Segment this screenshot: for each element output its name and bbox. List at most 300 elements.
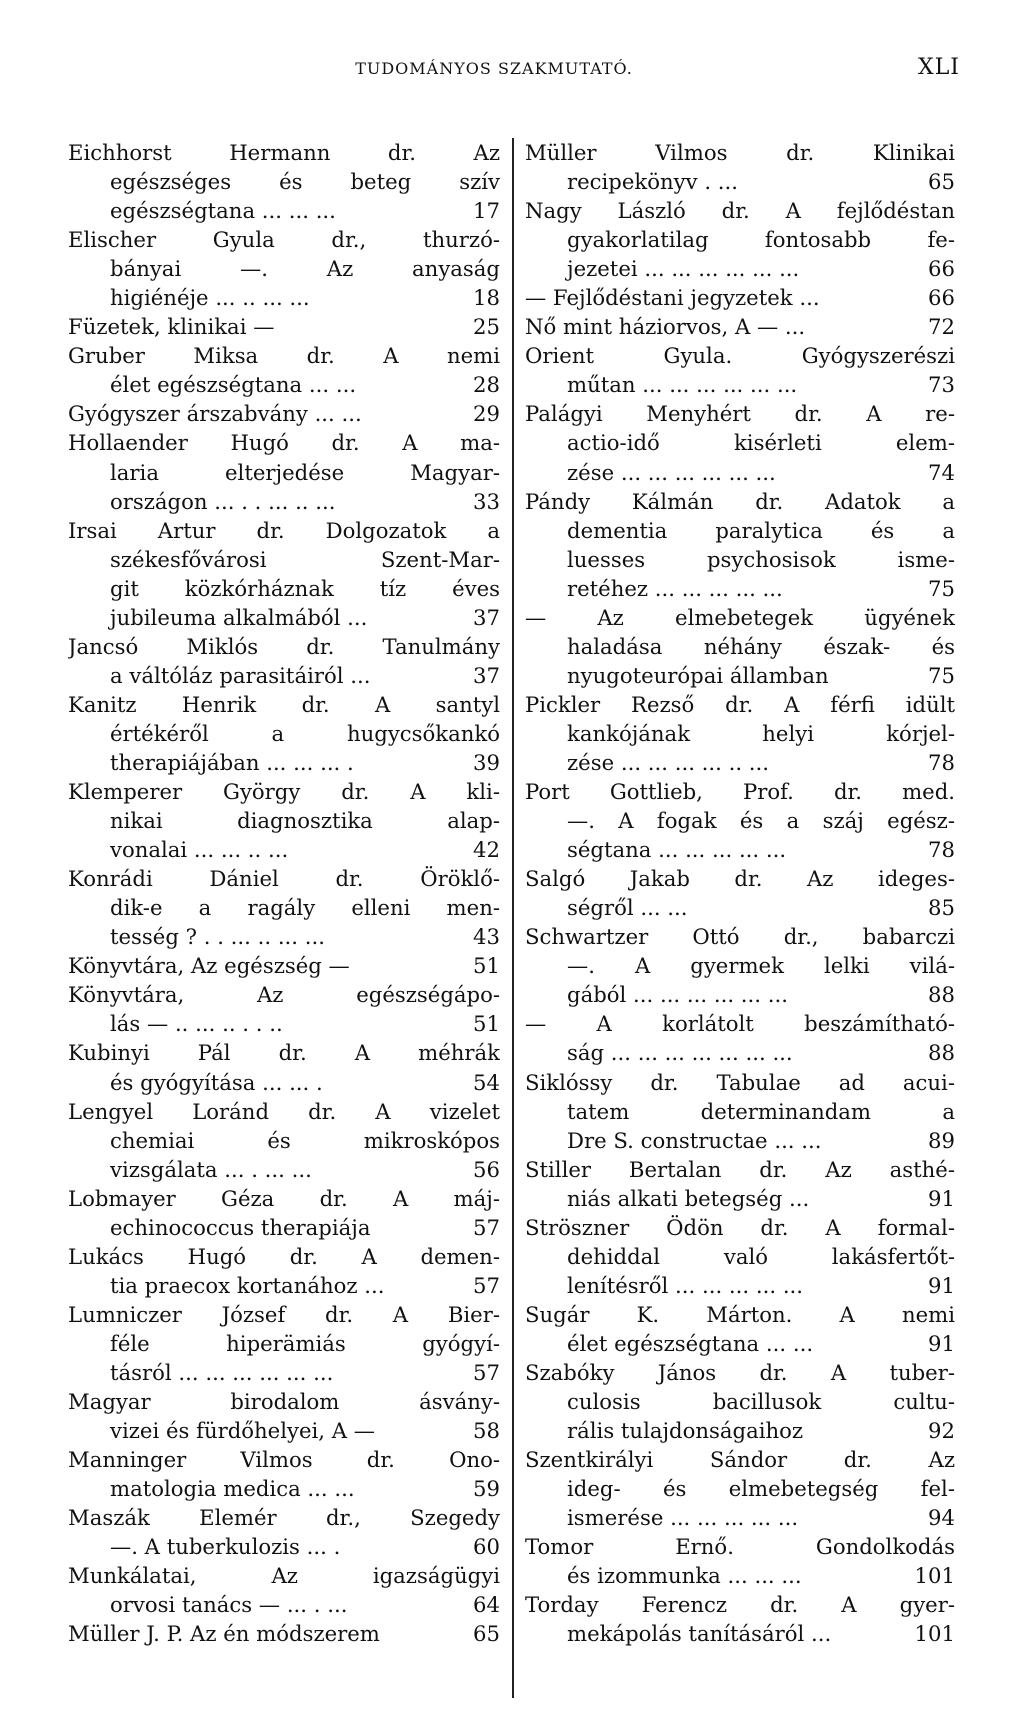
entry-page-number: 72 xyxy=(928,314,955,340)
index-entry-line xyxy=(68,835,500,864)
index-entry-line xyxy=(68,748,500,777)
entry-text: — Az elmebetegek ügyének xyxy=(525,604,955,630)
index-column-right xyxy=(525,138,955,1648)
entry-page-number: 66 xyxy=(928,285,955,311)
entry-text: Ströszner Ödön dr. A formal- xyxy=(525,1214,955,1240)
index-entry-line xyxy=(68,1068,500,1097)
entry-text: ismerése ... ... ... ... ... xyxy=(567,1505,799,1531)
entry-text: Füzetek, klinikai — xyxy=(68,314,275,340)
index-entry-line xyxy=(525,1329,955,1358)
index-entry-line xyxy=(525,1358,955,1387)
index-entry-line xyxy=(525,458,955,487)
entry-text: Sugár K. Márton. A nemi xyxy=(525,1301,955,1327)
index-entry-line xyxy=(525,951,955,980)
index-entry xyxy=(525,1213,955,1300)
index-entry xyxy=(525,1009,955,1067)
entry-page-number: 57 xyxy=(473,1359,500,1385)
entry-text: gyakorlatilag fontosabb fe- xyxy=(567,227,955,253)
entry-text: lás — .. ... .. . . .. xyxy=(110,1011,283,1037)
entry-text: — A korlátolt beszámítható- xyxy=(525,1011,955,1037)
index-entry-line xyxy=(525,1213,955,1242)
entry-text: országon ... . . ... .. ... xyxy=(110,488,336,514)
entry-text: Salgó Jakab dr. Az ideges- xyxy=(525,866,955,892)
entry-text: —. A gyermek lelki vilá- xyxy=(567,953,955,979)
index-entry-line xyxy=(68,341,500,370)
index-entry-line xyxy=(68,370,500,399)
entry-text: git közkórháznak tíz éves xyxy=(110,575,500,601)
entry-page-number: 54 xyxy=(473,1069,500,1095)
entry-text: nikai diagnosztika alap- xyxy=(110,808,500,834)
index-entry xyxy=(68,1097,500,1184)
entry-page-number: 73 xyxy=(928,372,955,398)
entry-text: Könyvtára, Az egészség — xyxy=(68,953,350,979)
index-entry-line xyxy=(68,719,500,748)
entry-page-number: 101 xyxy=(914,1563,955,1589)
entry-text: Kanitz Henrik dr. A santyl xyxy=(68,691,500,717)
entry-page-number: 75 xyxy=(928,575,955,601)
index-entry-line xyxy=(68,1387,500,1416)
index-entry-line xyxy=(525,545,955,574)
entry-text: zése ... ... ... ... .. ... xyxy=(567,749,770,775)
index-entry xyxy=(68,1561,500,1619)
index-entry-line xyxy=(525,399,955,428)
entry-text: Jancsó Miklós dr. Tanulmány xyxy=(68,633,500,659)
entry-text: laria elterjedése Magyar- xyxy=(110,459,500,485)
index-entry-line xyxy=(525,341,955,370)
index-entry-line xyxy=(68,428,500,457)
index-entry-line xyxy=(68,806,500,835)
index-entry-line xyxy=(525,516,955,545)
entry-page-number: 25 xyxy=(473,314,500,340)
entry-page-number: 74 xyxy=(928,459,955,485)
index-entry-line xyxy=(525,806,955,835)
index-entry-line xyxy=(68,632,500,661)
entry-page-number: 65 xyxy=(928,169,955,195)
entry-text: Eichhorst Hermann dr. Az xyxy=(68,140,500,165)
index-entry-line xyxy=(68,1503,500,1532)
index-entry-line xyxy=(525,1242,955,1271)
entry-page-number: 78 xyxy=(928,837,955,863)
index-entry-line xyxy=(525,487,955,516)
index-entry-line xyxy=(68,1242,500,1271)
entry-text: retéhez ... ... ... ... ... xyxy=(567,575,783,601)
index-entry-line xyxy=(68,661,500,690)
entry-text: ségről ... ... xyxy=(567,895,688,921)
entry-page-number: 101 xyxy=(914,1621,955,1647)
entry-page-number: 75 xyxy=(928,662,955,688)
index-entry-line xyxy=(525,864,955,893)
index-entry-line xyxy=(525,748,955,777)
index-entry-line xyxy=(525,1416,955,1445)
index-entry-line xyxy=(525,1474,955,1503)
index-entry-line xyxy=(68,1271,500,1300)
index-entry xyxy=(525,312,955,341)
index-entry-line xyxy=(68,545,500,574)
index-entry-line xyxy=(68,574,500,603)
index-entry xyxy=(525,1155,955,1213)
index-entry-line xyxy=(525,1503,955,1532)
entry-page-number: 65 xyxy=(473,1621,500,1647)
entry-text: Elischer Gyula dr., thurzó- xyxy=(68,227,500,253)
index-entry xyxy=(525,1532,955,1590)
entry-text: lenítésről ... ... ... ... ... xyxy=(567,1272,804,1298)
index-entry-line xyxy=(525,1561,955,1590)
entry-text: ság ... ... ... ... ... ... ... xyxy=(567,1040,793,1066)
entry-page-number: 94 xyxy=(928,1505,955,1531)
index-entry-line xyxy=(525,370,955,399)
entry-text: Orient Gyula. Gyógyszerészi xyxy=(525,343,955,369)
index-entry xyxy=(68,980,500,1038)
index-entry-line xyxy=(525,1387,955,1416)
index-entry xyxy=(68,516,500,632)
entry-text: Pándy Kálmán dr. Adatok a xyxy=(525,488,955,514)
index-entry-line xyxy=(68,225,500,254)
index-entry xyxy=(525,487,955,603)
column-divider xyxy=(512,138,514,1698)
entry-page-number: 89 xyxy=(928,1127,955,1153)
entry-page-number: 43 xyxy=(473,924,500,950)
index-entry-line xyxy=(68,1561,500,1590)
index-entry xyxy=(525,603,955,690)
index-entry-line xyxy=(525,196,955,225)
entry-page-number: 88 xyxy=(928,1040,955,1066)
entry-text: Müller J. P. Az én módszerem xyxy=(68,1621,380,1647)
entry-text: rális tulajdonságaihoz xyxy=(567,1418,804,1444)
index-entry-line xyxy=(525,690,955,719)
entry-text: niás alkati betegség ... xyxy=(567,1185,810,1211)
entry-page-number: 91 xyxy=(928,1330,955,1356)
entry-text: Schwartzer Ottó dr., babarczi xyxy=(525,924,955,950)
entry-page-number: 39 xyxy=(473,749,500,775)
entry-text: Dre S. constructae ... ... xyxy=(567,1127,822,1153)
entry-page-number: 60 xyxy=(473,1534,500,1560)
index-entry xyxy=(68,1300,500,1387)
entry-text: egészséges és beteg szív xyxy=(110,169,500,195)
index-entry xyxy=(68,951,500,980)
index-entry-line xyxy=(525,138,955,167)
index-entry-line xyxy=(525,1155,955,1184)
entry-page-number: 78 xyxy=(928,749,955,775)
entry-page-number: 29 xyxy=(473,401,500,427)
entry-text: Siklóssy dr. Tabulae ad acui- xyxy=(525,1069,955,1095)
index-entry-line xyxy=(525,1590,955,1619)
index-entry-line xyxy=(68,690,500,719)
entry-text: élet egészségtana ... ... xyxy=(567,1330,814,1356)
entry-page-number: 28 xyxy=(473,372,500,398)
entry-text: Müller Vilmos dr. Klinikai xyxy=(525,140,955,165)
index-entry-line xyxy=(525,1184,955,1213)
index-entry-line xyxy=(68,864,500,893)
index-entry xyxy=(525,1590,955,1648)
entry-page-number: 91 xyxy=(928,1272,955,1298)
index-entry-line xyxy=(525,254,955,283)
entry-text: féle hiperämiás gyógyí- xyxy=(110,1330,500,1356)
index-entry-line xyxy=(68,893,500,922)
index-entry-line xyxy=(68,1097,500,1126)
index-entry-line xyxy=(68,1155,500,1184)
index-entry xyxy=(68,1184,500,1242)
entry-text: luesses psychosisok isme- xyxy=(567,546,955,572)
index-entry-line xyxy=(68,138,500,167)
index-entry xyxy=(68,1445,500,1503)
index-entry-line xyxy=(68,1300,500,1329)
entry-text: Pickler Rezső dr. A férfi idült xyxy=(525,691,955,717)
entry-page-number: 57 xyxy=(473,1272,500,1298)
entry-text: echinococcus therapiája xyxy=(110,1214,371,1240)
index-entry-line xyxy=(68,1358,500,1387)
entry-text: Magyar birodalom ásvány- xyxy=(68,1389,500,1415)
entry-text: Szabóky János dr. A tuber- xyxy=(525,1359,955,1385)
entry-page-number: 92 xyxy=(928,1418,955,1444)
entry-page-number: 57 xyxy=(473,1214,500,1240)
index-entry-line xyxy=(68,458,500,487)
entry-text: chemiai és mikroskópos xyxy=(110,1127,500,1153)
index-entry-line xyxy=(525,1009,955,1038)
index-entry xyxy=(525,1445,955,1532)
index-entry-line xyxy=(525,1300,955,1329)
index-entry xyxy=(525,864,955,922)
entry-text: Tomor Ernő. Gondolkodás xyxy=(525,1534,955,1560)
entry-text: Gruber Miksa dr. A nemi xyxy=(68,343,500,369)
entry-text: Szentkirályi Sándor dr. Az xyxy=(525,1447,955,1473)
index-entry-line xyxy=(525,1097,955,1126)
index-entry-line xyxy=(68,1126,500,1155)
index-entry-line xyxy=(525,167,955,196)
index-entry-line xyxy=(525,893,955,922)
index-entry-line xyxy=(525,283,955,312)
entry-text: Port Gottlieb, Prof. dr. med. xyxy=(525,779,955,805)
entry-text: vizsgálata ... . ... ... xyxy=(110,1156,312,1182)
entry-text: és izommunka ... ... ... xyxy=(567,1563,802,1589)
entry-page-number: 51 xyxy=(473,1011,500,1037)
entry-text: Palágyi Menyhért dr. A re- xyxy=(525,401,955,427)
index-entry xyxy=(525,922,955,1009)
index-column-left xyxy=(68,138,500,1648)
entry-page-number: 17 xyxy=(473,198,500,224)
index-entry-line xyxy=(68,951,500,980)
index-entry xyxy=(68,399,500,428)
index-entry-line xyxy=(525,574,955,603)
index-entry-line xyxy=(525,428,955,457)
index-entry-line xyxy=(68,603,500,632)
entry-page-number: 51 xyxy=(473,953,500,979)
entry-text: therapiájában ... ... ... . xyxy=(110,749,354,775)
entry-page-number: 59 xyxy=(473,1476,500,1502)
index-entry xyxy=(68,1619,500,1648)
entry-text: Maszák Elemér dr., Szegedy xyxy=(68,1505,500,1531)
index-entry-line xyxy=(525,1126,955,1155)
index-entry-line xyxy=(68,980,500,1009)
entry-text: ideg- és elmebetegség fel- xyxy=(567,1476,955,1502)
index-entry xyxy=(525,690,955,777)
entry-text: culosis bacillusok cultu- xyxy=(567,1389,955,1415)
entry-page-number: 33 xyxy=(473,488,500,514)
page-number: XLI xyxy=(918,55,960,80)
entry-text: jezetei ... ... ... ... ... ... xyxy=(567,256,800,282)
entry-text: dementia paralytica és a xyxy=(567,517,955,543)
index-entry xyxy=(525,138,955,196)
index-entry-line xyxy=(525,1038,955,1067)
index-entry xyxy=(525,399,955,486)
entry-text: Torday Ferencz dr. A gyer- xyxy=(525,1592,955,1618)
index-entry-line xyxy=(525,835,955,864)
entry-text: zése ... ... ... ... ... ... xyxy=(567,459,776,485)
index-entry-line xyxy=(68,254,500,283)
index-entry-line xyxy=(525,632,955,661)
entry-text: Klemperer György dr. A kli- xyxy=(68,779,500,805)
index-entry xyxy=(525,1358,955,1445)
entry-text: Konrádi Dániel dr. Öröklő- xyxy=(68,866,500,892)
entry-text: recipekönyv . ... xyxy=(567,169,739,195)
entry-page-number: 85 xyxy=(928,895,955,921)
entry-page-number: 64 xyxy=(473,1592,500,1618)
entry-text: Lukács Hugó dr. A demen- xyxy=(68,1243,500,1269)
index-entry-line xyxy=(525,312,955,341)
entry-text: egészségtana ... ... ... xyxy=(110,198,336,224)
entry-text: a váltóláz parasitáiról ... xyxy=(110,662,371,688)
index-entry xyxy=(68,632,500,690)
entry-text: értékéről a hugycsőkankó xyxy=(110,720,500,746)
index-entry xyxy=(525,1068,955,1155)
index-entry-line xyxy=(68,516,500,545)
index-entry xyxy=(68,312,500,341)
index-entry-line xyxy=(68,1416,500,1445)
index-entry xyxy=(525,196,955,283)
entry-text: tásról ... ... ... ... ... ... xyxy=(110,1359,334,1385)
index-entry-line xyxy=(525,777,955,806)
entry-page-number: 66 xyxy=(928,256,955,282)
index-entry xyxy=(68,1387,500,1445)
index-entry-line xyxy=(525,719,955,748)
entry-text: Gyógyszer árszabvány ... ... xyxy=(68,401,362,427)
entry-text: bányai —. Az anyaság xyxy=(110,256,500,282)
entry-text: Manninger Vilmos dr. Ono- xyxy=(68,1447,500,1473)
index-entry xyxy=(68,864,500,951)
entry-text: vonalai ... ... .. ... xyxy=(110,837,289,863)
index-entry-line xyxy=(68,1184,500,1213)
index-entry xyxy=(68,777,500,864)
entry-text: mekápolás tanításáról ... xyxy=(567,1621,832,1647)
entry-page-number: 56 xyxy=(473,1156,500,1182)
entry-text: Lobmayer Géza dr. A máj- xyxy=(68,1185,500,1211)
index-entry xyxy=(68,225,500,312)
index-entry-line xyxy=(68,1590,500,1619)
index-entry xyxy=(68,138,500,225)
entry-page-number: 42 xyxy=(473,837,500,863)
entry-text: —. A tuberkulozis ... . xyxy=(110,1534,341,1560)
entry-text: Hollaender Hugó dr. A ma- xyxy=(68,430,500,456)
entry-text: Lengyel Loránd dr. A vizelet xyxy=(68,1098,500,1124)
entry-text: tia praecox kortanához ... xyxy=(110,1272,385,1298)
index-entry xyxy=(525,1300,955,1358)
entry-text: Munkálatai, Az igazságügyi xyxy=(68,1563,500,1589)
page-header xyxy=(70,55,960,89)
entry-text: kankójának helyi kórjel- xyxy=(567,720,955,746)
index-entry xyxy=(525,283,955,312)
index-entry-line xyxy=(525,1619,955,1648)
index-entry-line xyxy=(68,167,500,196)
entry-text: Nagy László dr. A fejlődéstan xyxy=(525,198,955,224)
entry-text: Nő mint háziorvos, A — ... xyxy=(525,314,806,340)
index-entry-line xyxy=(525,980,955,1009)
index-entry-line xyxy=(68,1532,500,1561)
entry-text: matologia medica ... ... xyxy=(110,1476,355,1502)
entry-text: — Fejlődéstani jegyzetek ... xyxy=(525,285,820,311)
index-entry xyxy=(68,1038,500,1096)
index-entry-line xyxy=(68,196,500,225)
index-entry-line xyxy=(525,225,955,254)
index-entry xyxy=(68,1242,500,1300)
index-entry-line xyxy=(68,1619,500,1648)
entry-text: vizei és fürdőhelyei, A — xyxy=(110,1418,375,1444)
index-entry-line xyxy=(68,312,500,341)
entry-text: higiénéje ... .. ... ... xyxy=(110,285,310,311)
index-entry-line xyxy=(68,283,500,312)
index-entry xyxy=(525,777,955,864)
index-entry-line xyxy=(525,1068,955,1097)
index-entry-line xyxy=(525,1532,955,1561)
entry-text: ségtana ... ... ... ... ... xyxy=(567,837,787,863)
entry-text: Könyvtára, Az egészségápo- xyxy=(68,982,500,1008)
entry-text: Irsai Artur dr. Dolgozatok a xyxy=(68,517,500,543)
index-entry xyxy=(525,341,955,399)
entry-page-number: 91 xyxy=(928,1185,955,1211)
entry-text: Stiller Bertalan dr. Az asthé- xyxy=(525,1156,955,1182)
entry-text: haladása néhány észak- és xyxy=(567,633,955,659)
entry-text: orvosi tanács — ... . ... xyxy=(110,1592,348,1618)
entry-text: élet egészségtana ... ... xyxy=(110,372,357,398)
entry-text: —. A fogak és a száj egész- xyxy=(567,808,955,834)
entry-text: nyugoteurópai államban xyxy=(567,662,829,688)
index-entry-line xyxy=(68,487,500,516)
index-entry-line xyxy=(68,1445,500,1474)
entry-text: tatem determinandam a xyxy=(567,1098,955,1124)
index-entry-line xyxy=(525,1445,955,1474)
entry-page-number: 18 xyxy=(473,285,500,311)
index-entry xyxy=(68,690,500,777)
index-entry-line xyxy=(68,399,500,428)
entry-text: Kubinyi Pál dr. A méhrák xyxy=(68,1040,500,1066)
index-entry-line xyxy=(525,603,955,632)
running-title: TUDOMÁNYOS SZAKMUTATÓ. xyxy=(355,59,633,78)
index-entry-line xyxy=(525,661,955,690)
index-entry-line xyxy=(68,1329,500,1358)
entry-text: jubileuma alkalmából ... xyxy=(110,604,368,630)
entry-text: és gyógyítása ... ... . xyxy=(110,1069,323,1095)
index-entry xyxy=(68,428,500,515)
index-entry-line xyxy=(525,1271,955,1300)
entry-text: Lumniczer József dr. A Bier- xyxy=(68,1301,500,1327)
entry-text: actio-idő kisérleti elem- xyxy=(567,430,955,456)
index-entry-line xyxy=(68,1009,500,1038)
entry-text: dehiddal való lakásfertőt- xyxy=(567,1243,955,1269)
entry-text: dik-e a ragály elleni men- xyxy=(110,895,500,921)
entry-text: műtan ... ... ... ... ... ... xyxy=(567,372,798,398)
entry-page-number: 88 xyxy=(928,982,955,1008)
index-entry-line xyxy=(525,922,955,951)
entry-page-number: 58 xyxy=(473,1418,500,1444)
index-entry-line xyxy=(68,1038,500,1067)
index-entry xyxy=(68,341,500,399)
entry-text: székesfővárosi Szent-Mar- xyxy=(110,546,500,572)
index-entry-line xyxy=(68,922,500,951)
index-entry-line xyxy=(68,1474,500,1503)
index-entry xyxy=(68,1503,500,1561)
entry-text: gából ... ... ... ... ... ... xyxy=(567,982,788,1008)
index-entry-line xyxy=(68,1213,500,1242)
entry-page-number: 37 xyxy=(473,604,500,630)
entry-text: tesség ? . . ... .. ... ... xyxy=(110,924,325,950)
